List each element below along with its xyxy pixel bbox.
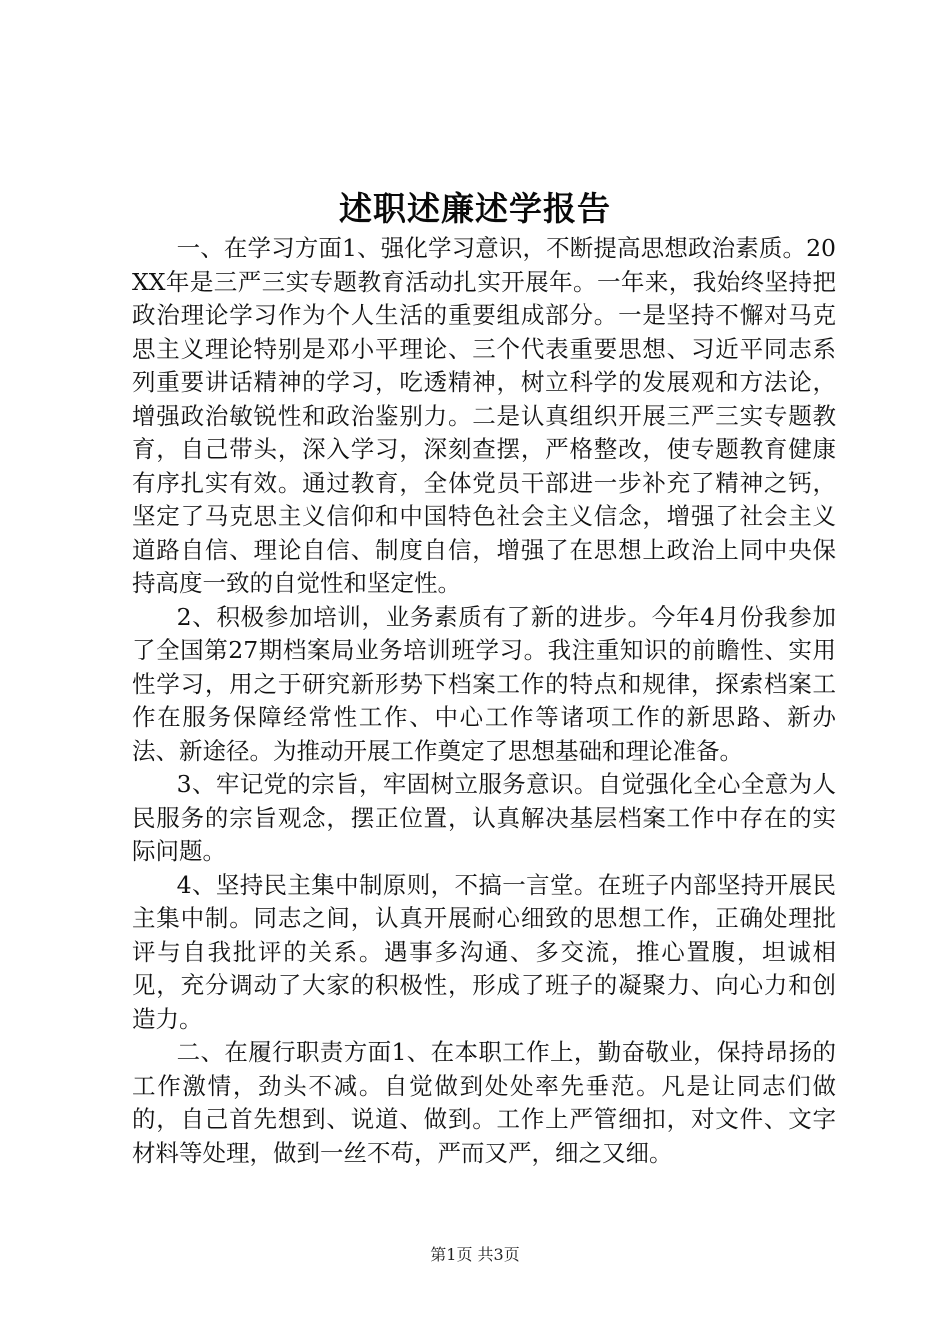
document-title: 述职述廉述学报告 bbox=[339, 189, 611, 228]
paragraph-training: 2、积极参加培训，业务素质有了新的进步。今年4月份我参加了全国第27期档案局业务培训班学习。我注重知识的前瞻性、实用性学习，用之于研究新形势下档案工作的特点和规律，探索档案工作在服务保障经常性工作、中心工作等诸项工作的新思路、新办法、新途径。为推动开展工作奠定了思想基础和理论准备。 bbox=[132, 602, 836, 765]
paragraph-service: 3、牢记党的宗旨，牢固树立服务意识。自觉强化全心全意为人民服务的宗旨观念，摆正位置，认真解决基层档案工作中存在的实际问题。 bbox=[132, 770, 836, 865]
paragraph-democratic-centralism: 4、坚持民主集中制原则，不搞一言堂。在班子内部坚持开展民主集中制。同志之间，认真开展耐心细致的思想工作，正确处理批评与自我批评的关系。遇事多沟通、多交流，推心置腹，坦诚相见，充分调动了大家的积极性，形成了班子的凝聚力、向心力和创造力。 bbox=[132, 870, 836, 1033]
page-number-footer: 第1页 共3页 bbox=[430, 1245, 520, 1264]
paragraph-study: 一、在学习方面1、强化学习意识，不断提高思想政治素质。20XX年是三严三实专题教育活动扎实开展年。一年来，我始终坚持把政治理论学习作为个人生活的重要组成部分。一是坚持不懈对马克思主义理论特别是邓小平理论、三个代表重要思想、习近平同志系列重要讲话精神的学习，吃透精神，树立科学的发展观和方法论，增强政治敏锐性和政治鉴别力。二是认真组织开展三严三实专题教育，自己带头，深入学习，深刻查摆，严格整改，使专题教育健康有序扎实有效。通过教育，全体党员干部进一步补充了精神之钙，坚定了马克思主义信仰和中国特色社会主义信念，增强了社会主义道路自信、理论自信、制度自信，增强了在思想上政治上同中央保持高度一致的自觉性和坚定性。 bbox=[132, 234, 836, 597]
paragraph-duties: 二、在履行职责方面1、在本职工作上，勤奋敬业，保持昂扬的工作激情，劲头不减。自觉做到处处率先垂范。凡是让同志们做的，自己首先想到、说道、做到。工作上严管细扣，对文件、文字材料等处理，做到一丝不苟，严而又严，细之又细。 bbox=[132, 1038, 836, 1167]
document-body bbox=[132, 232, 836, 1170]
